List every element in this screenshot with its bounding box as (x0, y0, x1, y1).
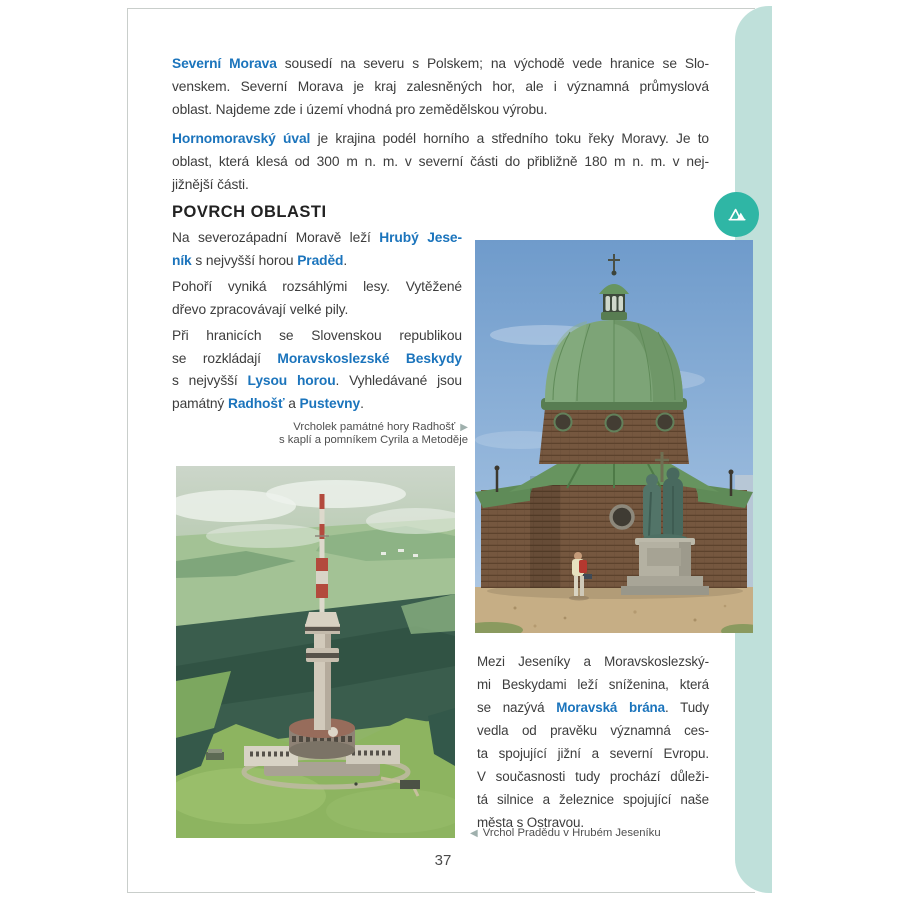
radhost-chapel-illustration (475, 240, 753, 633)
caption-radhost-line2: s kaplí a pomníkem Cyrila a Metoděje (279, 434, 468, 446)
caption-radhost (172, 421, 468, 447)
mountains-icon (722, 200, 752, 230)
paragraph-beskydy: Při hranicích se Slovenskou republikou se rozkládají Moravskoslezské Beskydy s nejvyšší Lysou horou. Vyhledávané jsou památný Radhošť a Pustevny. (172, 328, 462, 411)
paragraph-hornomoravsky-uval: Hornomoravský úval je krajina podél horního a středního toku řeky Moravy. Je to oblast, která klesá od 300 m n. m. v severní části do přibližně 180 m n. m. v nej- jižnější části. (172, 131, 709, 192)
paragraph-pohori-lesy: Pohoří vyniká rozsáhlými lesy. Vytěžené dřevo zpracovávají velké pily. (172, 279, 462, 317)
page-number: 37 (434, 852, 452, 869)
paragraph-severni-morava: Severní Morava sousedí na severu s Polskem; na východě vede hranice se Slo- venskem. Severní Morava je kraj zalesněných hor, ale i významná průmyslová oblast. Najdeme zde i území vhodná pro zemědělskou výrobu. (172, 56, 709, 117)
chapter-icon-circle (714, 192, 759, 237)
left-text-column (172, 227, 462, 419)
section-heading: POVRCH OBLASTI (172, 203, 327, 221)
caption-radhost-line1: Vrcholek památné hory Radhošť ▶ (293, 421, 468, 433)
arrow-right-icon: ▶ (460, 422, 468, 433)
photo-praded-tower (176, 466, 455, 838)
paragraph-hruby-jesenik: Na severozápadní Moravě leží Hrubý Jese- ník s nejvyšší horou Praděd. (172, 230, 462, 268)
praded-tower-illustration (176, 466, 455, 838)
paragraph-moravska-brana: Mezi Jeseníky a Moravskoslezský- mi Beskydami leží sníženina, která se nazývá Moravská brána. Tudy vedla od pravěku významná ces- ta spojující jižní a severní Evropu. V současnosti tudy prochází důleži- tá silnice a železnice spojující naše města s Ostravou. (477, 654, 709, 830)
caption-praded (470, 827, 730, 840)
caption-praded-text: Vrchol Pradědu v Hrubém Jeseníku (482, 827, 661, 839)
photo-radhost-chapel (475, 240, 753, 633)
arrow-left-icon: ◀ (470, 828, 478, 839)
